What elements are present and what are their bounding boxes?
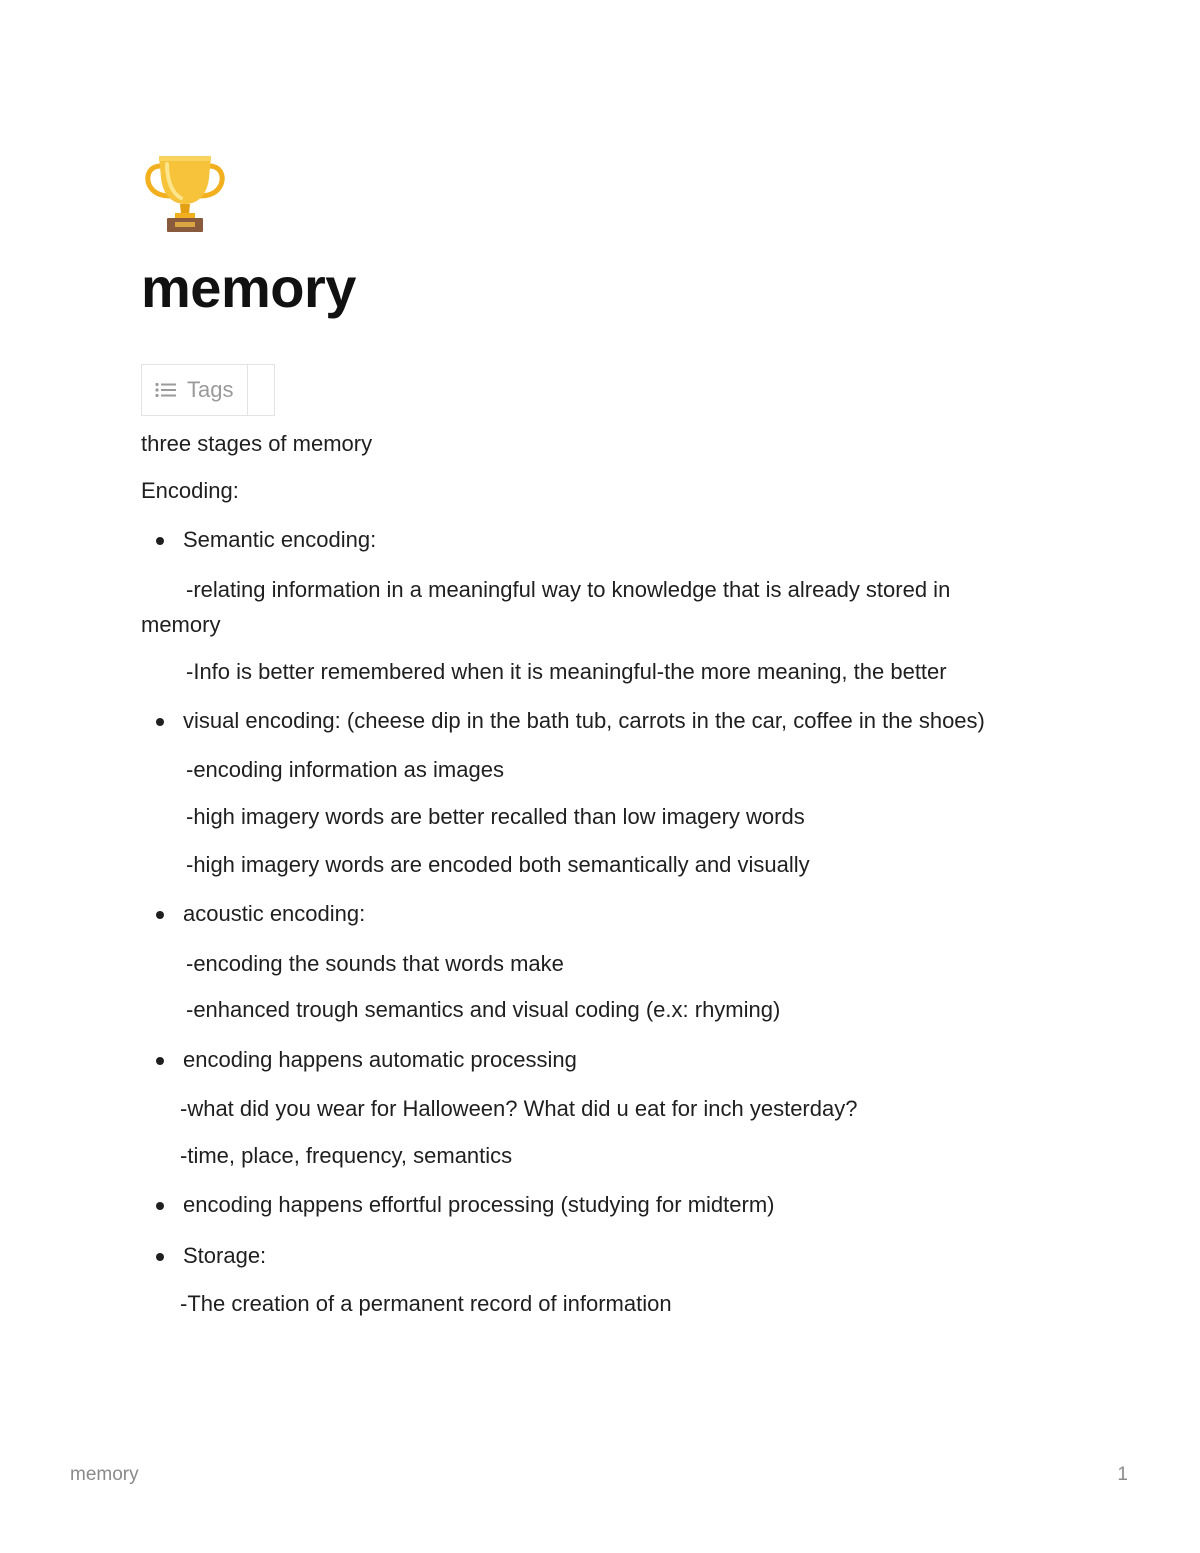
list-item-detail: memory bbox=[141, 612, 221, 637]
bullet-icon bbox=[156, 718, 164, 726]
page-number: 1 bbox=[1117, 1464, 1128, 1485]
bullet-icon bbox=[156, 537, 164, 545]
list-item-detail: -time, place, frequency, semantics bbox=[180, 1143, 513, 1168]
bullet-icon bbox=[156, 1057, 164, 1065]
list-item-detail: -high imagery words are encoded both semantically and visually bbox=[186, 852, 810, 877]
list-item-label: visual encoding: (cheese dip in the bath tub, carrots in the car, coffee in the shoes) bbox=[183, 708, 985, 733]
tags-property-value[interactable] bbox=[248, 365, 274, 415]
intro-text: three stages of memory bbox=[141, 431, 373, 456]
list-icon bbox=[155, 382, 177, 398]
tags-property[interactable] bbox=[142, 365, 248, 415]
page-title: memory bbox=[141, 256, 356, 319]
list-item-label: Semantic encoding: bbox=[183, 527, 377, 552]
footer-title: memory bbox=[70, 1464, 139, 1485]
tags-property-label: Tags bbox=[187, 377, 234, 402]
list-item-detail: -high imagery words are better recalled than low imagery words bbox=[186, 804, 805, 829]
list-item-detail: -Info is better remembered when it is meaningful-the more meaning, the better bbox=[186, 659, 947, 684]
list-item-label: encoding happens automatic processing bbox=[183, 1047, 577, 1072]
list-item-detail: -The creation of a permanent record of information bbox=[180, 1291, 672, 1316]
list-item-label: acoustic encoding: bbox=[183, 901, 366, 926]
bullet-icon bbox=[156, 911, 164, 919]
list-item-detail: -relating information in a meaningful way to knowledge that is already stored in bbox=[186, 577, 951, 602]
list-item-detail: -what did you wear for Halloween? What did u eat for inch yesterday? bbox=[180, 1096, 858, 1121]
properties-table bbox=[141, 364, 275, 416]
bullet-icon bbox=[156, 1202, 164, 1210]
trophy-icon bbox=[143, 152, 227, 234]
list-item-label: Storage: bbox=[183, 1243, 267, 1268]
bullet-icon bbox=[156, 1253, 164, 1261]
list-item-detail: -encoding the sounds that words make bbox=[186, 951, 564, 976]
list-item-detail: -encoding information as images bbox=[186, 757, 504, 782]
list-item-detail: -enhanced trough semantics and visual coding (e.x: rhyming) bbox=[186, 997, 781, 1022]
section-heading: Encoding: bbox=[141, 478, 239, 503]
list-item-label: encoding happens effortful processing (studying for midterm) bbox=[183, 1192, 775, 1217]
